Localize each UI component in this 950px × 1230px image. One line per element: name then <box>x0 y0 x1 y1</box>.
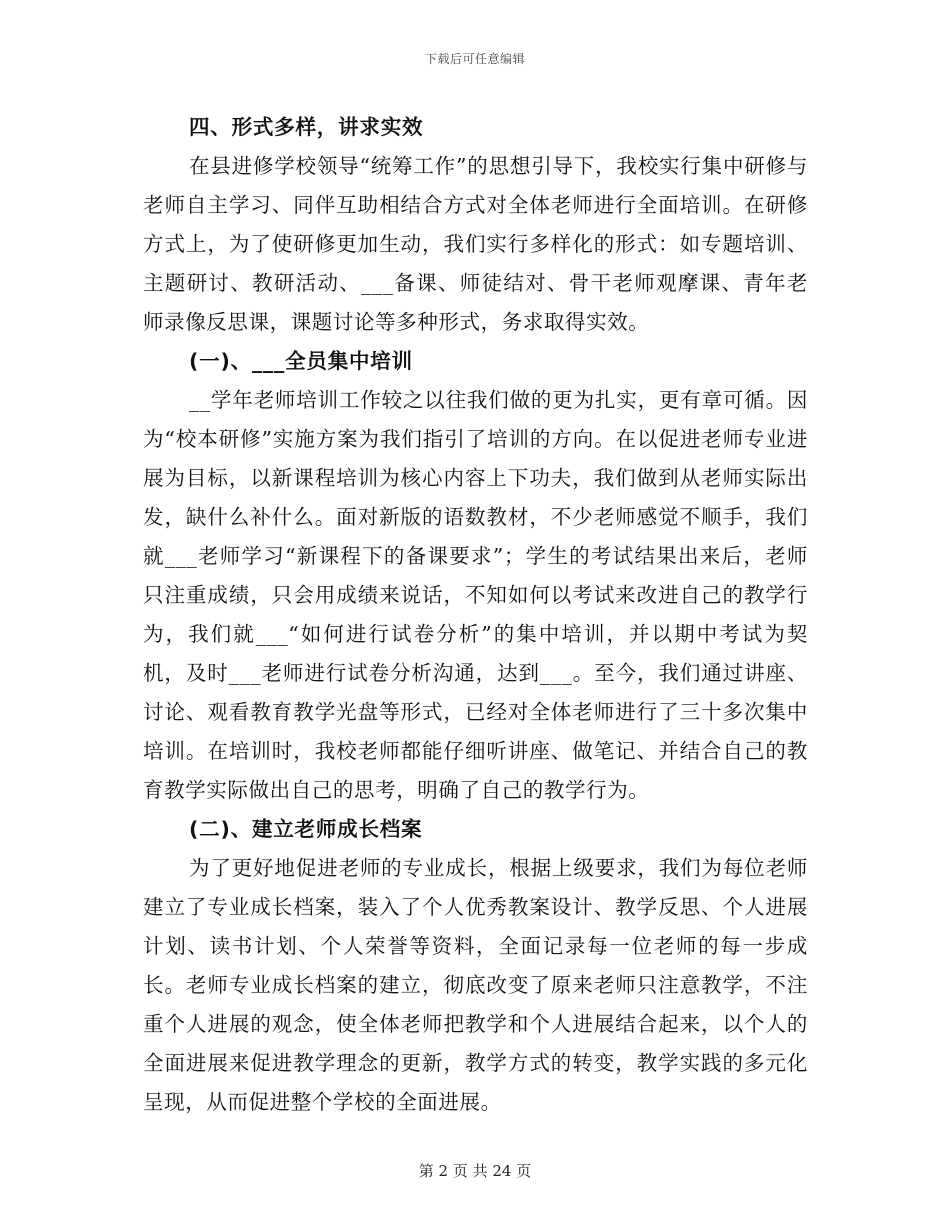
section-paragraph-centralized-training: __学年老师培训工作较之以往我们做的更为扎实，更有章可循。因为“校本研修”实施方案为我们指引了培训的方向。在以促进老师专业进展为目标，以新课程培训为核心内容上下功夫，我们做到从老师实际出发，缺什么补什么。面对新版的语数教材，不少老师感觉不顺手，我们就___老师学习“新课程下的备课要求”；学生的考试结果出来后，老师只注重成绩，只会用成绩来说话，不知如何以考试来改进自己的教学行为，我们就___“如何进行试卷分析”的集中培训，并以期中考试为契机，及时___老师进行试卷分析沟通，达到___。至今，我们通过讲座、讨论、观看教育教学光盘等形式，已经对全体老师进行了三十多次集中培训。在培训时，我校老师都能仔细听讲座、做笔记、并结合自己的教育教学实际做出自己的思考，明确了自己的教学行为。 <box>143 388 808 802</box>
section-paragraph-growth-archive: 为了更好地促进老师的专业成长，根据上级要求，我们为每位老师建立了专业成长档案，装入了个人优秀教案设计、教学反思、个人进展计划、读书计划、个人荣誉等资料，全面记录每一位老师的每一步成长。老师专业成长档案的建立，彻底改变了原来老师只注意教学，不注重个人进展的观念，使全体老师把教学和个人进展结合起来，以个人的全面进展来促进教学理念的更新，教学方式的转变，教学实践的多元化呈现，从而促进整个学校的全面进展。 <box>143 856 808 1114</box>
page-header-note: 下载后可任意编辑 <box>424 52 525 66</box>
section-heading-growth-archive: (二)、建立老师成长档案 <box>189 817 423 841</box>
document-body <box>143 108 808 1122</box>
page-number: 第 2 页 共 24 页 <box>418 1162 532 1180</box>
section-paragraph-forms: 在县进修学校领导“统筹工作”的思想引导下，我校实行集中研修与老师自主学习、同伴互助相结合方式对全体老师进行全面培训。在研修方式上，为了使研修更加生动，我们实行多样化的形式：如专题培训、主题研讨、教研活动、___备课、师徒结对、骨干老师观摩课、青年老师录像反思课，课题讨论等多种形式，务求取得实效。 <box>143 154 808 334</box>
section-heading-centralized-training: (一)、___全员集中培训 <box>189 349 413 373</box>
section-heading-forms: 四、形式多样，讲求实效 <box>189 115 424 139</box>
